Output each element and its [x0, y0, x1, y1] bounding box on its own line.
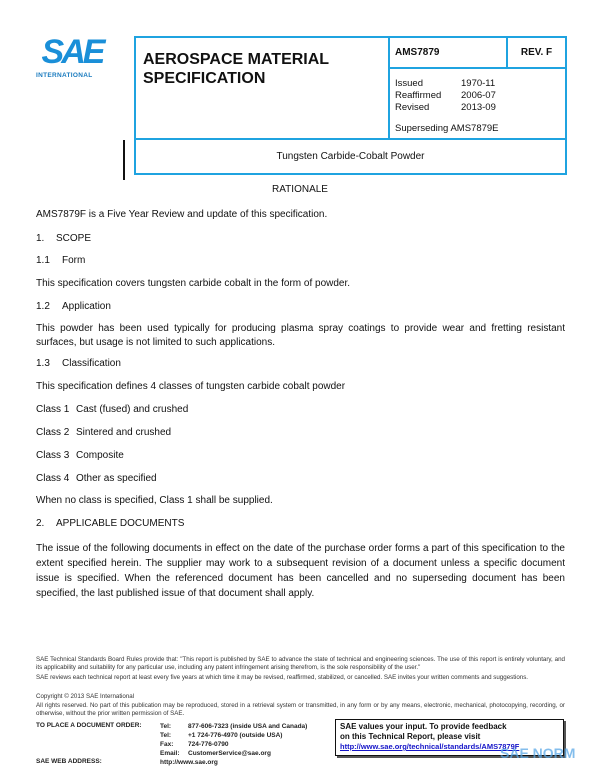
feedback-line: SAE values your input. To provide feedback — [340, 722, 507, 731]
policy-text: SAE Technical Standards Board Rules provide that: "This report is published by SAE to advance the state of technical and engineering sciences. The use of this report is entirely voluntary, and its applicability and suitability for any particular use, including any patent infringement arising therefrom, is the sole responsibility of the user." — [36, 656, 565, 671]
title-line-1: AEROSPACE MATERIAL — [143, 51, 330, 68]
contact-list — [160, 722, 307, 767]
subject-box — [134, 138, 567, 175]
feedback-line: on this Technical Report, please visit — [340, 732, 481, 741]
default-class-text: When no class is specified, Class 1 shall be supplied. — [36, 495, 273, 506]
doc-number-box — [388, 36, 508, 69]
dates-list — [395, 78, 496, 114]
sae-logo — [36, 34, 108, 84]
contact-row: Tel: +1 724-776-4970 (outside USA) — [160, 732, 283, 739]
date-row: Issued 1970-11 — [395, 78, 496, 89]
spec-title — [143, 50, 329, 88]
feedback-link[interactable]: http://www.sae.org/technical/standards/AMS7879F — [340, 742, 520, 751]
section-2-heading: 2. APPLICABLE DOCUMENTS — [36, 518, 185, 529]
revision: REV. F — [520, 47, 553, 58]
section-1-1-text: This specification covers tungsten carbide cobalt in the form of powder. — [36, 278, 351, 289]
copyright: Copyright © 2013 SAE International — [36, 693, 135, 700]
rationale-text: AMS7879F is a Five Year Review and update of this specification. — [36, 209, 328, 220]
contact-row: Tel: 877-606-7323 (inside USA and Canada) — [160, 723, 308, 730]
order-label: TO PLACE A DOCUMENT ORDER: — [36, 722, 142, 729]
section-1-heading: 1. SCOPE — [36, 233, 92, 244]
title-box — [134, 36, 390, 140]
web-label: SAE WEB ADDRESS: — [36, 758, 102, 765]
logo-subtitle: INTERNATIONAL — [36, 72, 93, 79]
date-row: Revised 2013-09 — [395, 102, 496, 113]
contact-row: Fax: 724-776-0790 — [160, 741, 229, 748]
section-1-3-heading: 1.3 Classification — [36, 358, 121, 369]
section-2-text: The issue of the following documents in effect on the date of the purchase order forms a part of this specification to the extent specified herein. The supplier may work to a subsequent revision of a document unless a specific document issue is specified. When the referenced document has been cancelled and no superseding document has been specified, the last published issue of that document shall apply. — [36, 543, 565, 599]
class-item: Class 1 Cast (fused) and crushed — [36, 404, 189, 415]
class-item: Class 3 Composite — [36, 450, 124, 461]
revision-bar — [123, 140, 125, 180]
section-1-3-text: This specification defines 4 classes of tungsten carbide cobalt powder — [36, 381, 346, 392]
web-address[interactable]: http://www.sae.org — [160, 759, 218, 766]
doc-number: AMS7879 — [395, 47, 440, 58]
dates-box — [388, 67, 567, 140]
review-text: SAE reviews each technical report at least every five years at which time it may be revised, reaffirmed, stabilized, or cancelled. SAE invites your written comments and suggestions. — [36, 674, 529, 681]
section-1-2-heading: 1.2 Application — [36, 301, 111, 312]
contact-row: Email: CustomerService@sae.org — [160, 750, 271, 757]
section-1-1-heading: 1.1 Form — [36, 255, 86, 266]
superseding: Superseding AMS7879E — [395, 123, 499, 134]
revision-box — [506, 36, 567, 69]
logo-mark: SAE — [41, 33, 103, 71]
class-item: Class 2 Sintered and crushed — [36, 427, 172, 438]
title-line-2: SPECIFICATION — [143, 70, 266, 87]
rationale-title: RATIONALE — [272, 184, 328, 195]
subject: Tungsten Carbide-Cobalt Powder — [276, 151, 425, 162]
class-item: Class 4 Other as specified — [36, 473, 157, 484]
watermark: SAE NORM — [500, 745, 576, 761]
date-row: Reaffirmed 2006-07 — [395, 90, 496, 101]
section-1-2-text: This powder has been used typically for producing plasma spray coatings to provide wear and fretting resistant surfaces, but usage is not limited to such applications. — [36, 323, 565, 348]
rights-text: All rights reserved. No part of this publication may be reproduced, stored in a retrieval system or transmitted, in any form or by any means, electronic, mechanical, photocopying, recording, or otherwise, without the prior written permission of SAE. — [36, 702, 565, 717]
